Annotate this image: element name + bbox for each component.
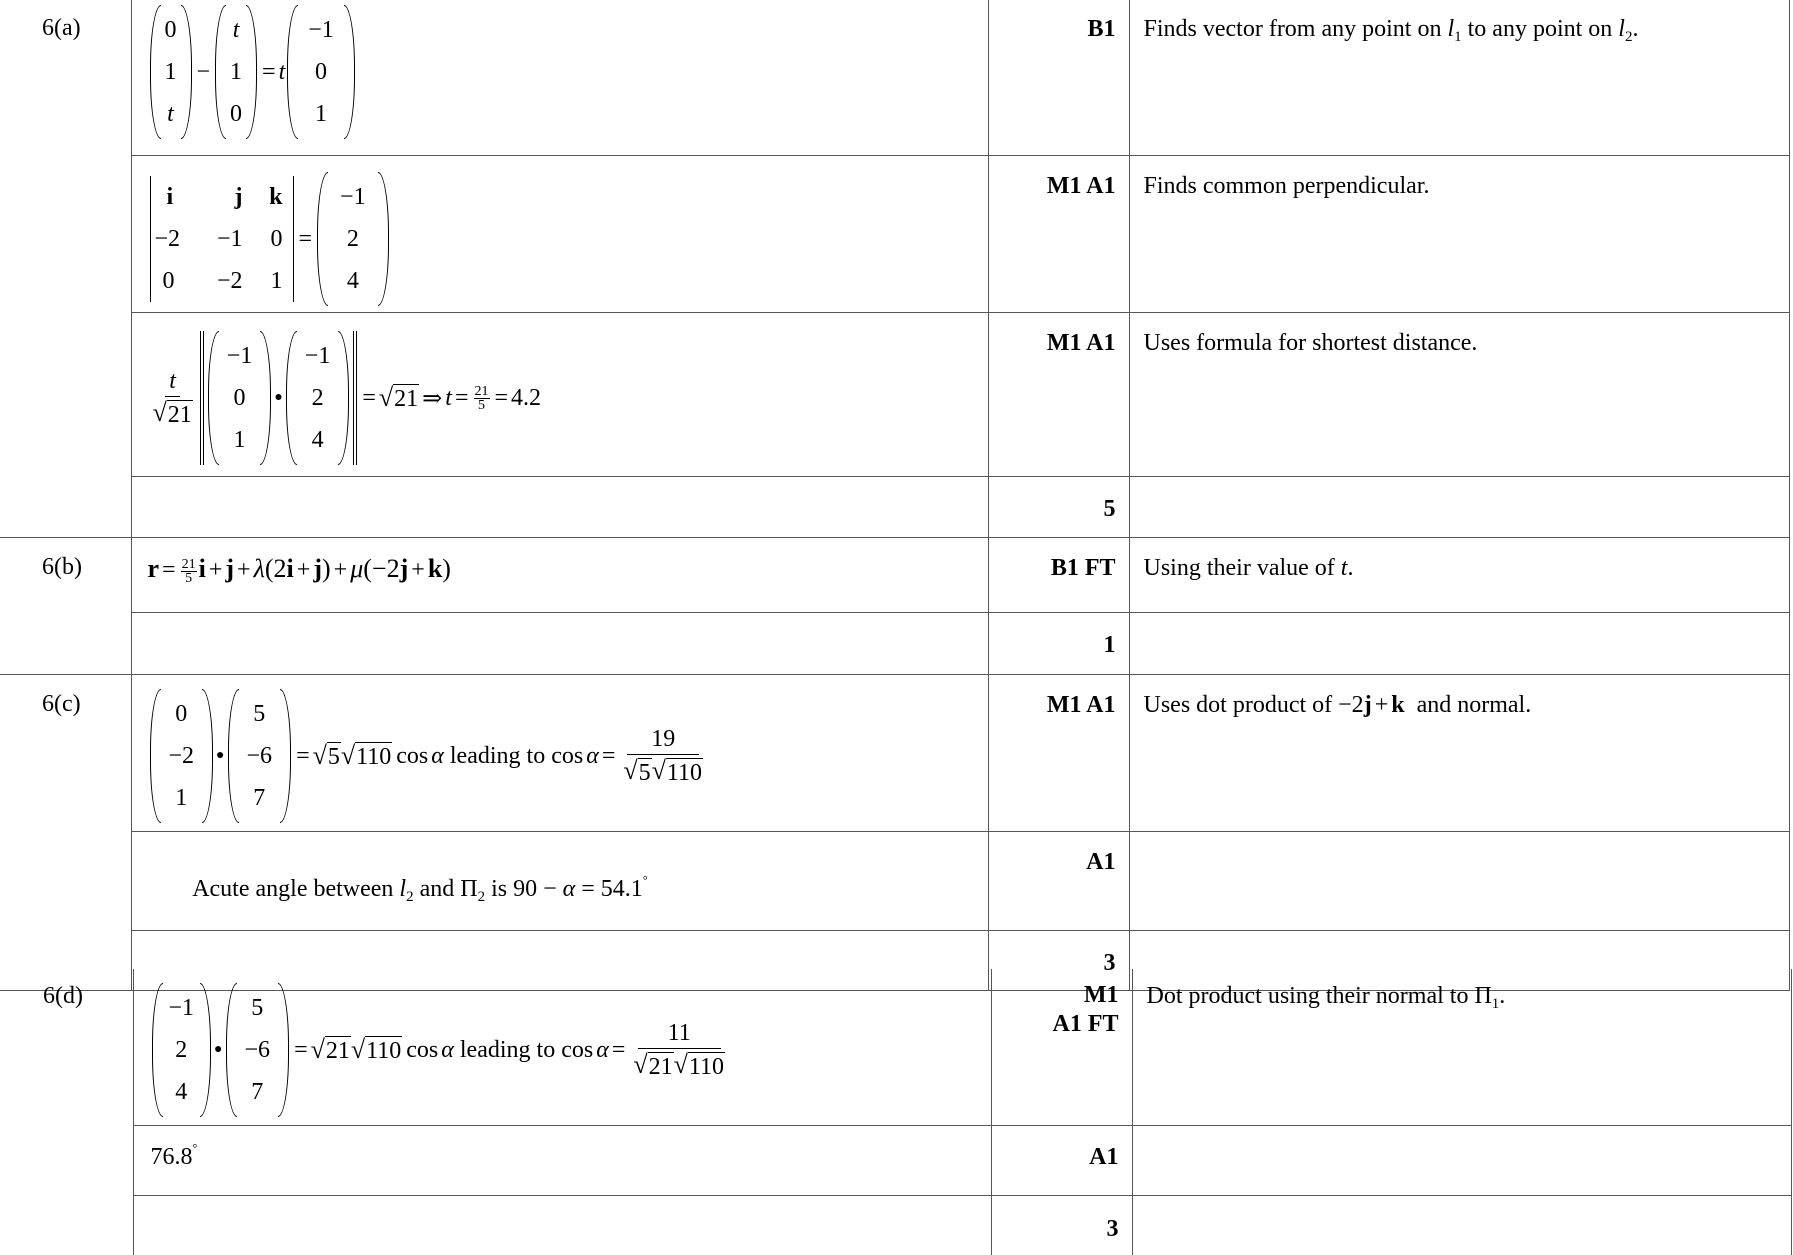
marks-cell: M1 A1 — [988, 313, 1129, 477]
answer-cell — [131, 613, 988, 675]
determinant: i j k −2 −1 0 0 −2 1 — [148, 176, 296, 302]
answer-cell: 76.8° — [133, 1125, 991, 1195]
guidance-cell: Dot product using their normal to $\Pi_1$. — [1132, 969, 1791, 1125]
table-row — [0, 832, 1789, 931]
question-label: 6(d) — [43, 983, 83, 1009]
question-cell-6d — [0, 969, 133, 1255]
question-cell-6c — [0, 675, 131, 991]
answer-cell: i j k −2 −1 0 0 −2 1 = −1 2 4 — [131, 156, 988, 313]
column-vector: −1 2 4 — [152, 983, 212, 1117]
question-label: 6(b) — [42, 554, 82, 580]
marks-total: 5 — [988, 477, 1129, 538]
column-vector: −1 0 1 — [208, 331, 272, 465]
fraction: t √ 21 — [152, 368, 192, 428]
table-row — [0, 0, 1789, 156]
marks-total: 3 — [988, 931, 1129, 991]
table-row-total — [0, 477, 1789, 538]
guidance-cell — [1132, 1125, 1791, 1195]
guidance-cell: Finds vector from any point on $l_1$ to any point on $l_2$. — [1129, 0, 1789, 156]
column-vector: −1 2 4 — [286, 331, 350, 465]
marks-cell: A1 — [988, 832, 1129, 931]
table-row — [0, 313, 1789, 477]
guidance-cell — [1129, 832, 1789, 931]
answer-cell: 0 −2 1 ● 5 −6 7 = √ 5 √ 110 cos α leading to cos α = 19 √ 5 √ 110 — [131, 675, 988, 832]
column-vector: 5 −6 7 — [226, 983, 290, 1117]
column-vector: −1 0 1 — [287, 5, 355, 139]
question-label: 6(c) — [42, 691, 81, 717]
guidance-cell — [1132, 1195, 1791, 1255]
answer-cell: 0 1 t − t 1 0 = t −1 0 1 — [131, 0, 988, 156]
marks-cell: M1 A1 — [988, 156, 1129, 313]
column-vector: 5 −6 7 — [228, 689, 292, 823]
table-row — [0, 675, 1789, 832]
answer-cell — [131, 477, 988, 538]
guidance-cell: Uses formula for shortest distance. — [1129, 313, 1789, 477]
marks-cell: M1 A1 — [988, 675, 1129, 832]
guidance-cell — [1129, 477, 1789, 538]
table-row-total — [0, 613, 1789, 675]
marks-cell: B1 — [988, 0, 1129, 156]
answer-cell: −1 2 4 ● 5 −6 7 = √ 21 √ 110 cos α leading to cos α = 11 √ 21 √ 110 — [133, 969, 991, 1125]
question-cell-6a — [0, 0, 131, 538]
question-cell-6b — [0, 538, 131, 675]
marks-cell: B1 FT — [988, 538, 1129, 613]
table-row — [0, 1125, 1791, 1195]
column-vector: t 1 0 — [215, 5, 257, 139]
column-vector: −1 2 4 — [317, 172, 389, 306]
marks-cell: A1 — [991, 1125, 1132, 1195]
question-label: 6(a) — [42, 14, 81, 41]
guidance-cell: Uses dot product of −2j + k and normal. — [1129, 675, 1789, 832]
fraction: 19 √ 5 √ 110 — [623, 726, 703, 786]
table-row — [0, 156, 1789, 313]
fraction: 11 √ 21 √ 110 — [633, 1020, 725, 1080]
guidance-cell: Using their value of t. — [1129, 538, 1789, 613]
marks-cell: M1 A1 FT — [991, 969, 1132, 1125]
mark-scheme-table-lower — [0, 969, 1792, 1255]
table-row — [0, 969, 1791, 1125]
guidance-cell: Finds common perpendicular. — [1129, 156, 1789, 313]
column-vector: 0 −2 1 — [150, 689, 214, 823]
answer-cell: Acute angle between $l_2$ and $\Pi_2$ is 90 − α = 54.1° — [131, 832, 988, 931]
answer-cell: t √ 21 −1 0 1 ● −1 2 4 = √ 21 ⇒ t = $\frac{21}{5}$ = 4.2 — [131, 313, 988, 477]
column-vector: 0 1 t — [150, 5, 192, 139]
table-row-total — [0, 1195, 1791, 1255]
answer-cell: r = $\frac{21}{5}$ i + j + λ(2i + j) + μ(−2j + k) — [131, 538, 988, 613]
table-row — [0, 538, 1789, 613]
marks-total: 3 — [991, 1195, 1132, 1255]
marks-total: 1 — [988, 613, 1129, 675]
answer-cell — [133, 1195, 991, 1255]
guidance-cell — [1129, 613, 1789, 675]
